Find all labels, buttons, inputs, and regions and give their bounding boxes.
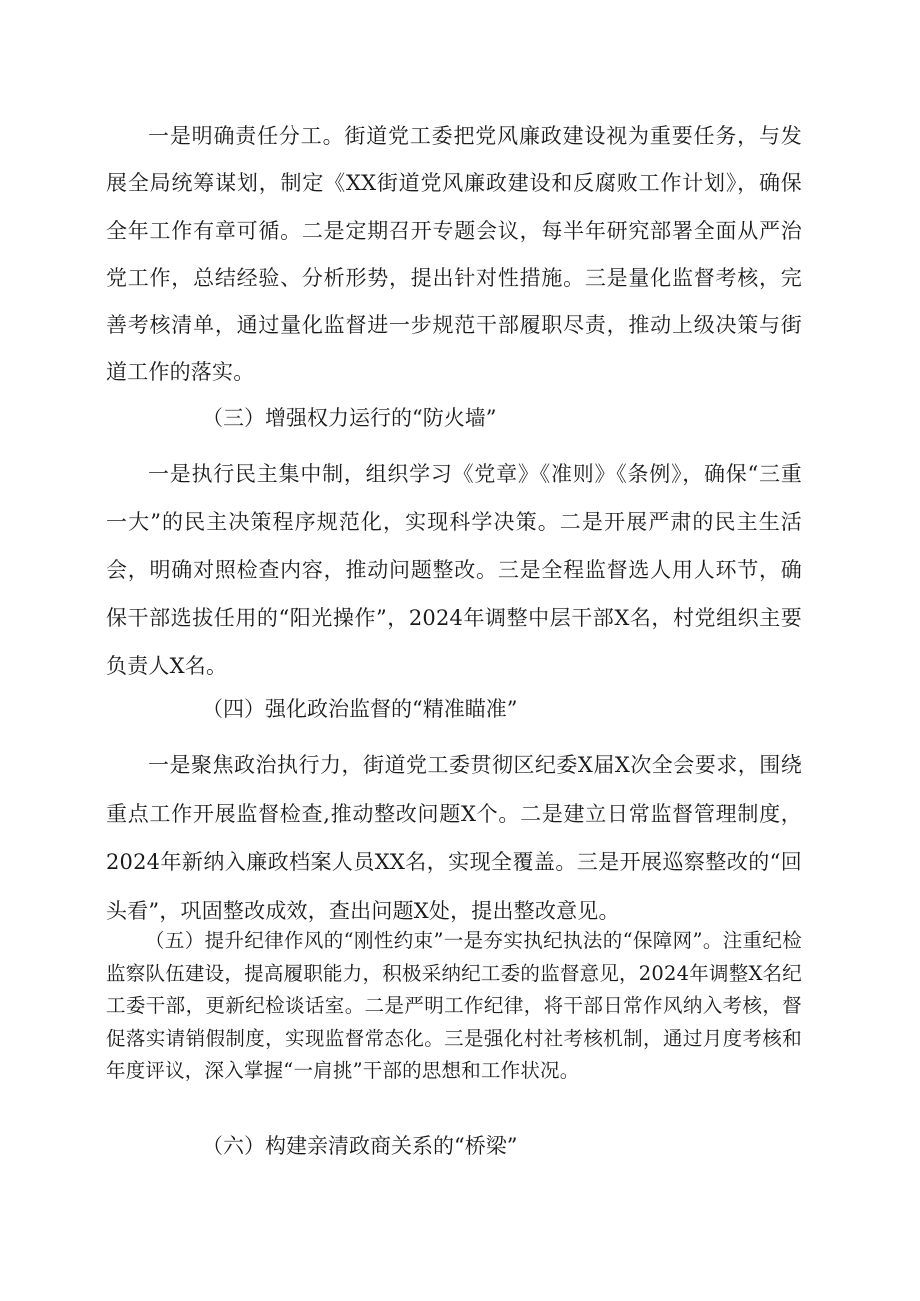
section-heading-6: （六）构建亲清政商关系的“桥梁”	[202, 1134, 518, 1158]
section-heading-4: （四）强化政治监督的“精准瞄准”	[202, 697, 518, 721]
section-heading-3: （三）增强权力运行的“防火墙”	[202, 406, 497, 430]
paragraph-responsibility: 一是明确责任分工。街道党工委把党风廉政建设视为重要任务，与发展全局统筹谋划，制定《XX街道党风廉政建设和反腐败工作计划》，确保全年工作有章可循。二是定期召开专题会议，每半年研究部署全面从严治党工作，总结经验、分析形势，提出针对性措施。三是量化监督考核，完善考核清单，通过量化监督进一步规范干部履职尽责，推动上级决策与街道工作的落实。	[106, 124, 802, 385]
paragraph-discipline: （五）提升纪律作风的“刚性约束”一是夯实执纪执法的“保障网”。注重纪检监察队伍建设，提高履职能力，积极采纳纪工委的监督意见，2024年调整X名纪工委干部，更新纪检谈话室。二是严明工作纪律，将干部日常作风纳入考核，督促落实请销假制度，实现监督常态化。三是强化村社考核机制，通过月度考核和年度评议，深入掌握“一肩挑”干部的思想和工作状况。	[106, 929, 802, 1082]
paragraph-power-operation: 一是执行民主集中制，组织学习《党章》《准则》《条例》，确保“三重一大”的民主决策程序规范化，实现科学决策。二是开展严肃的民主生活会，明确对照检查内容，推动问题整改。三是全程监督选人用人环节，确保干部选拔任用的“阳光操作”，2024年调整中层干部X名，村党组织主要负责人X名。	[106, 462, 802, 678]
paragraph-political-supervision: 一是聚焦政治执行力，街道党工委贯彻区纪委X届X次全会要求，围绕重点工作开展监督检查,推动整改问题X个。二是建立日常监督管理制度，2024年新纳入廉政档案人员XX名，实现全覆盖。三是开展巡察整改的“回头看”，巩固整改成效，查出问题X处，提出整改意见。	[106, 753, 802, 923]
